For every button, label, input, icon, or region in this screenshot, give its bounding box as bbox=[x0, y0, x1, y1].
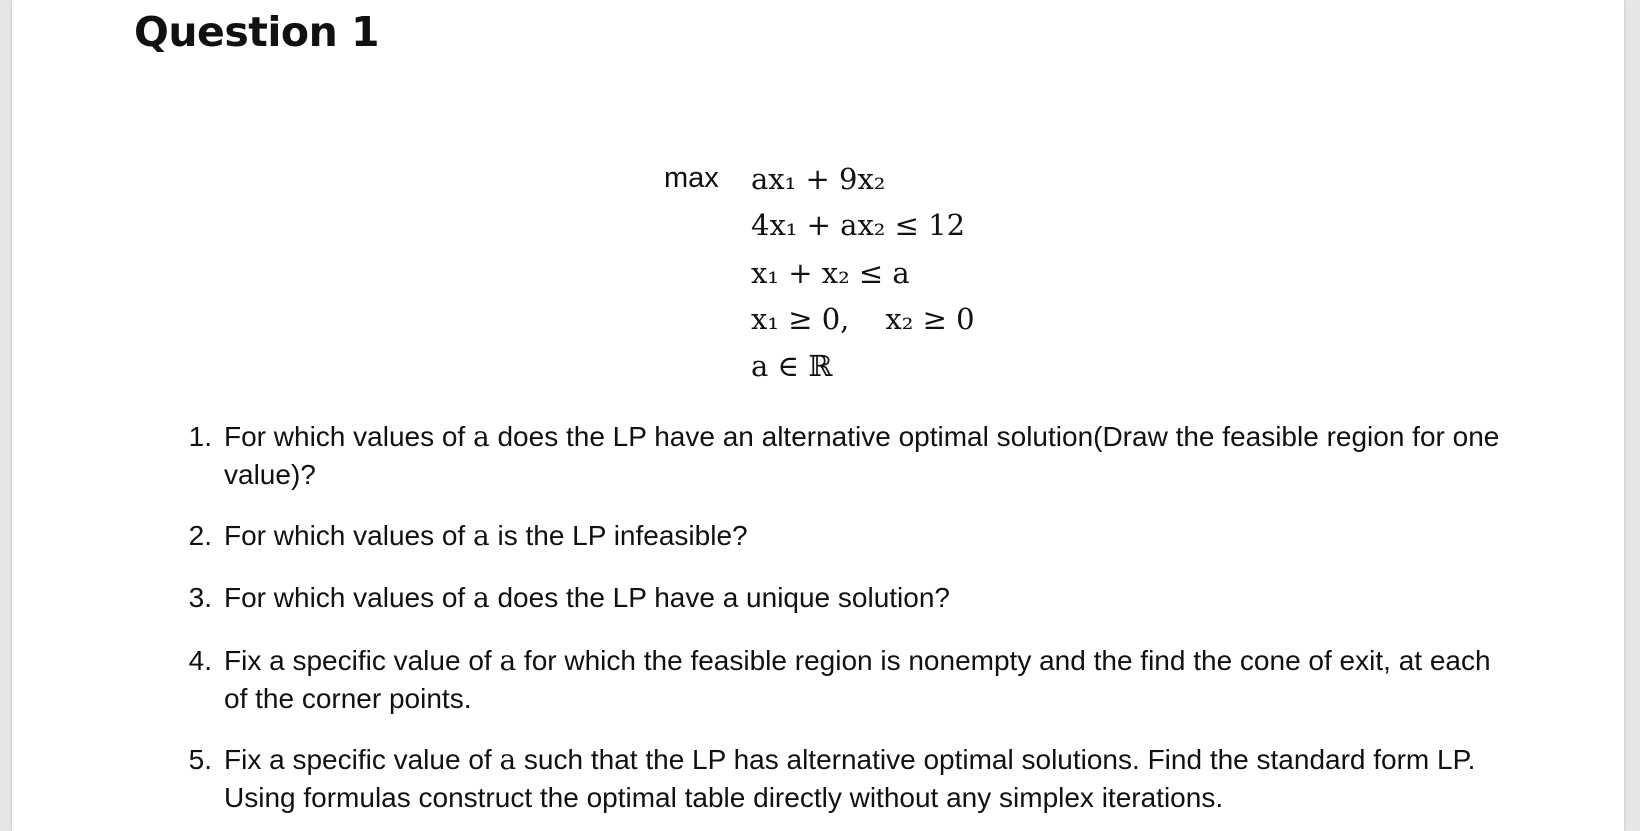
list-item-text: Fix a specific value of a for which the feasible region is nonempty and the find the cone of exit, at each of the corner points. bbox=[224, 644, 1491, 714]
list-item-number: 2. bbox=[188, 520, 212, 551]
document-page bbox=[12, 0, 1624, 831]
list-item-number: 1. bbox=[188, 421, 212, 452]
objective-keyword: max bbox=[664, 162, 719, 194]
nonnegativity-x1: x₁ ≥ 0, bbox=[751, 302, 850, 336]
lp-formulation bbox=[12, 0, 1624, 400]
constraint-1: 4x₁ + ax₂ ≤ 12 bbox=[751, 208, 966, 242]
list-item-text: For which values of a does the LP have an alternative optimal solution(Draw the feasible region for one value)? bbox=[224, 420, 1500, 490]
list-item-number: 3. bbox=[188, 582, 212, 613]
list-item-text: For which values of a is the LP infeasible? bbox=[224, 519, 748, 552]
nonnegativity-constraints bbox=[751, 302, 975, 336]
list-item-number: 5. bbox=[188, 744, 212, 775]
objective-function: ax₁ + 9x₂ bbox=[751, 162, 886, 196]
question-title: Question 1 bbox=[134, 8, 380, 56]
nonnegativity-x2: x₂ ≥ 0 bbox=[885, 302, 975, 336]
list-item-text: For which values of a does the LP have a unique solution? bbox=[224, 581, 950, 614]
list-item-number: 4. bbox=[188, 645, 212, 676]
list-item-text: Fix a specific value of a such that the LP has alternative optimal solutions. Find the standard form LP. Using formulas construct the optimal table directly without any simplex iterations. bbox=[224, 743, 1476, 813]
constraint-2: x₁ + x₂ ≤ a bbox=[751, 256, 910, 290]
parameter-domain: a ∈ ℝ bbox=[751, 349, 833, 383]
